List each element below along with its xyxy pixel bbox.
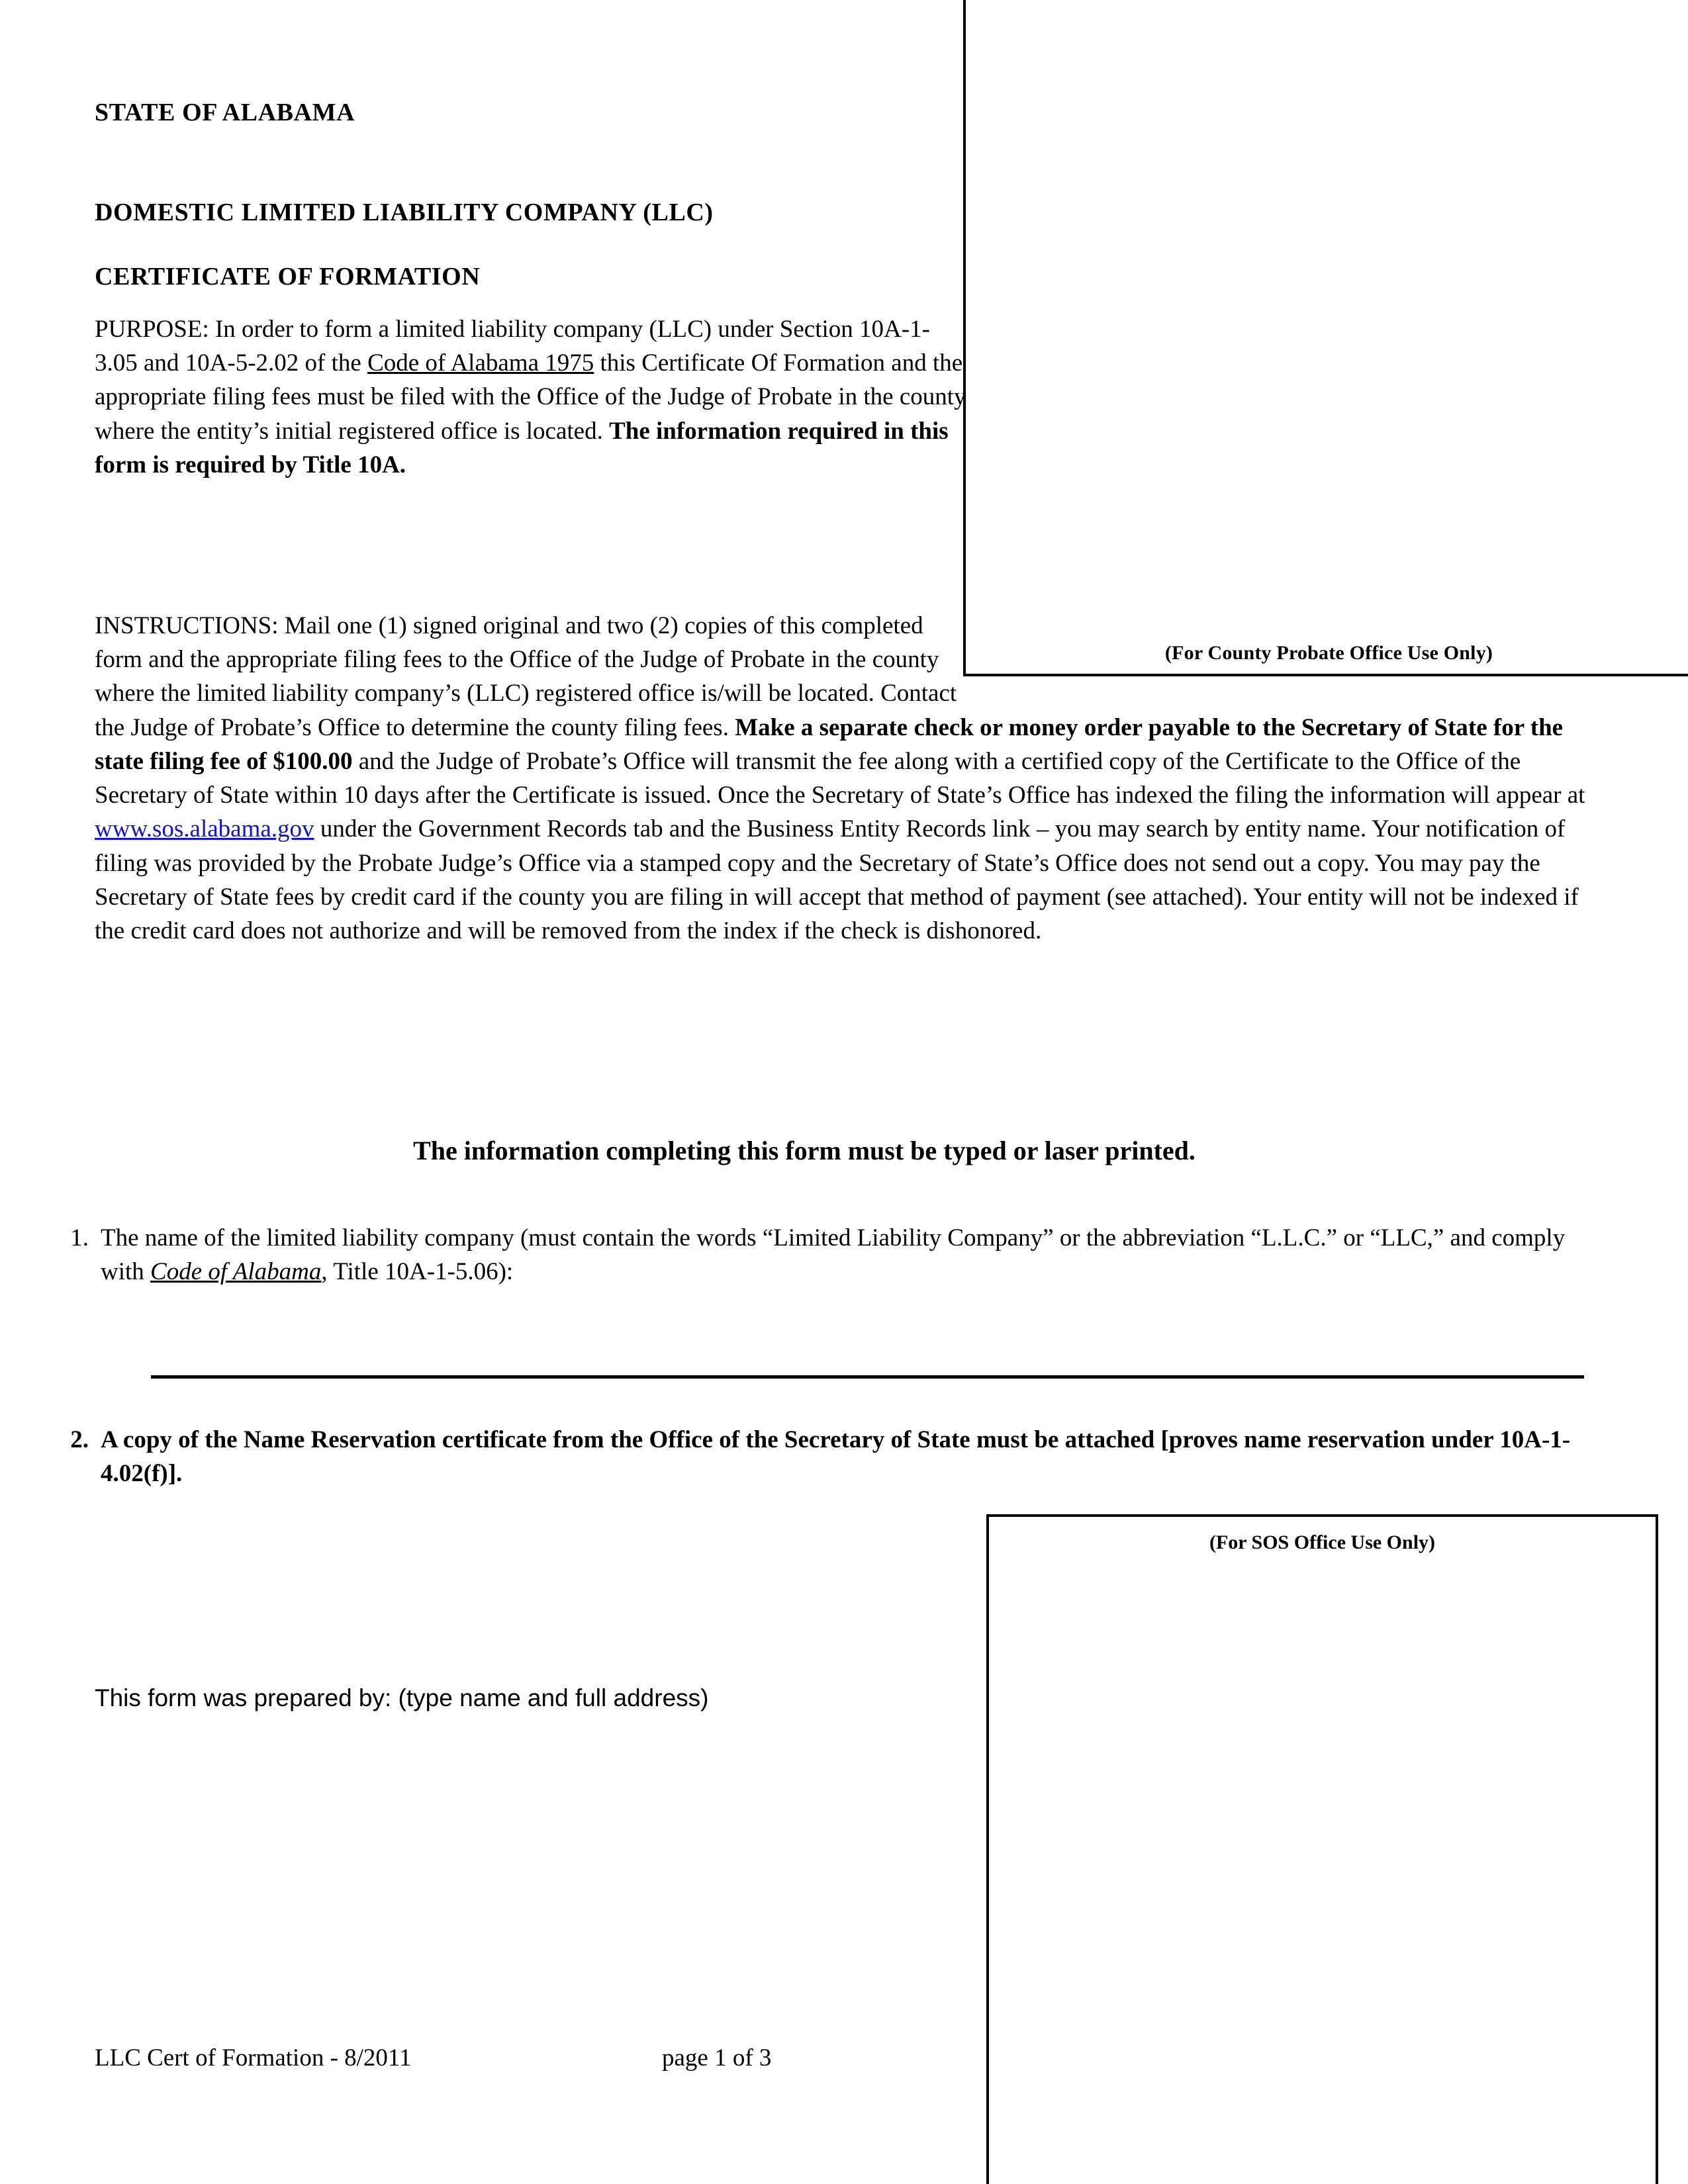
document-title-line-1: DOMESTIC LIMITED LIABILITY COMPANY (LLC) <box>95 198 714 226</box>
footer-form-id: LLC Cert of Formation - 8/2011 <box>95 2044 412 2071</box>
footer-page-number: page 1 of 3 <box>662 2044 772 2071</box>
instructions-bold-fee: Make a separate check or money order payable to the Secretary of State for the state filing fee of $100.00 <box>95 713 1564 775</box>
company-name-fill-line[interactable] <box>151 1375 1584 1379</box>
item-1-text-before-citation: The name of the limited liability company (must contain the words “Limited Liability Company” or the abbreviation “L.L.C.” or “LLC,” and comply with <box>101 1224 1566 1286</box>
instructions-part-2: and the Judge of Probate’s Office will transmit the fee along with a certified copy of the Certificate to the Office of the Secretary of State within 10 days after the Certificate is issued. Once the Secretary of State’s Office has indexed the filing the information will appear at <box>95 747 1585 809</box>
prepared-by-label: This form was prepared by: (type name and full address) <box>95 1684 709 1711</box>
county-probate-use-only-box <box>963 0 1688 676</box>
purpose-paragraph <box>95 312 968 482</box>
form-item-1-text <box>101 1221 1595 1289</box>
document-title-line-2: CERTIFICATE OF FORMATION <box>95 262 481 291</box>
county-probate-box-label: (For County Probate Office Use Only) <box>1164 642 1493 664</box>
purpose-text-after-citation: this Certificate Of Formation and the appropriate filing fees must be filed with the Office of the Judge of Probate in the county where the entity’s initial registered office is located. <box>95 349 966 445</box>
item-1-code-of-alabama-citation: Code of Alabama <box>150 1258 322 1286</box>
purpose-label: PURPOSE: <box>95 316 209 343</box>
instructions-label: INSTRUCTIONS: <box>95 612 279 639</box>
purpose-text-before-citation: In order to form a limited liability company (LLC) under Section 10A-1-3.05 and 10A-5-2.02 of the <box>95 316 930 377</box>
form-item-2 <box>46 1423 1595 1490</box>
typed-or-laser-printed-callout: The information completing this form must be typed or laser printed. <box>413 1136 1196 1165</box>
form-item-2-number: 2. <box>70 1426 89 1453</box>
probate-box-text-wrap-spacer <box>962 609 1597 708</box>
form-item-1 <box>46 1221 1595 1289</box>
state-heading: STATE OF ALABAMA <box>95 99 355 126</box>
code-of-alabama-citation: Code of Alabama 1975 <box>367 349 594 377</box>
form-item-1-number: 1. <box>70 1224 89 1251</box>
instructions-paragraph <box>95 609 1597 948</box>
item-1-text-after-citation: , Title 10A-1-5.06): <box>321 1258 514 1286</box>
sos-office-use-only-box <box>986 1514 1658 2184</box>
form-item-2-text: A copy of the Name Reservation certificate from the Office of the Secretary of State must be attached [proves name reservation under 10A-1-4.02(f)]. <box>101 1426 1571 1488</box>
purpose-bold-tail: The information required in this form is required by Title 10A. <box>95 417 949 478</box>
sos-box-label: (For SOS Office Use Only) <box>1209 1531 1436 1553</box>
sos-website-link[interactable]: www.sos.alabama.gov <box>95 815 314 843</box>
instructions-part-3: under the Government Records tab and the Business Entity Records link – you may search by entity name. Your notification of filing was provided by the Probate Judge’s Office via a stamped copy and the Secretary of State’s Office does not send out a copy. You may pay the Secretary of State fees by credit card if the county you are filing in will accept that method of payment (see attached). Your entity will not be indexed if the credit card does not authorize and will be removed from the index if the check is dishonored. <box>95 815 1579 945</box>
document-title <box>95 164 714 293</box>
instructions-part-1: Mail one (1) signed original and two (2) copies of this completed form and the appropriate filing fees to the Office of the Judge of Probate in the county where the limited liability company’s (LLC) registered office is/will be located. Contact the Judge of Probate’s Office to determine the county filing fees. <box>95 612 957 741</box>
